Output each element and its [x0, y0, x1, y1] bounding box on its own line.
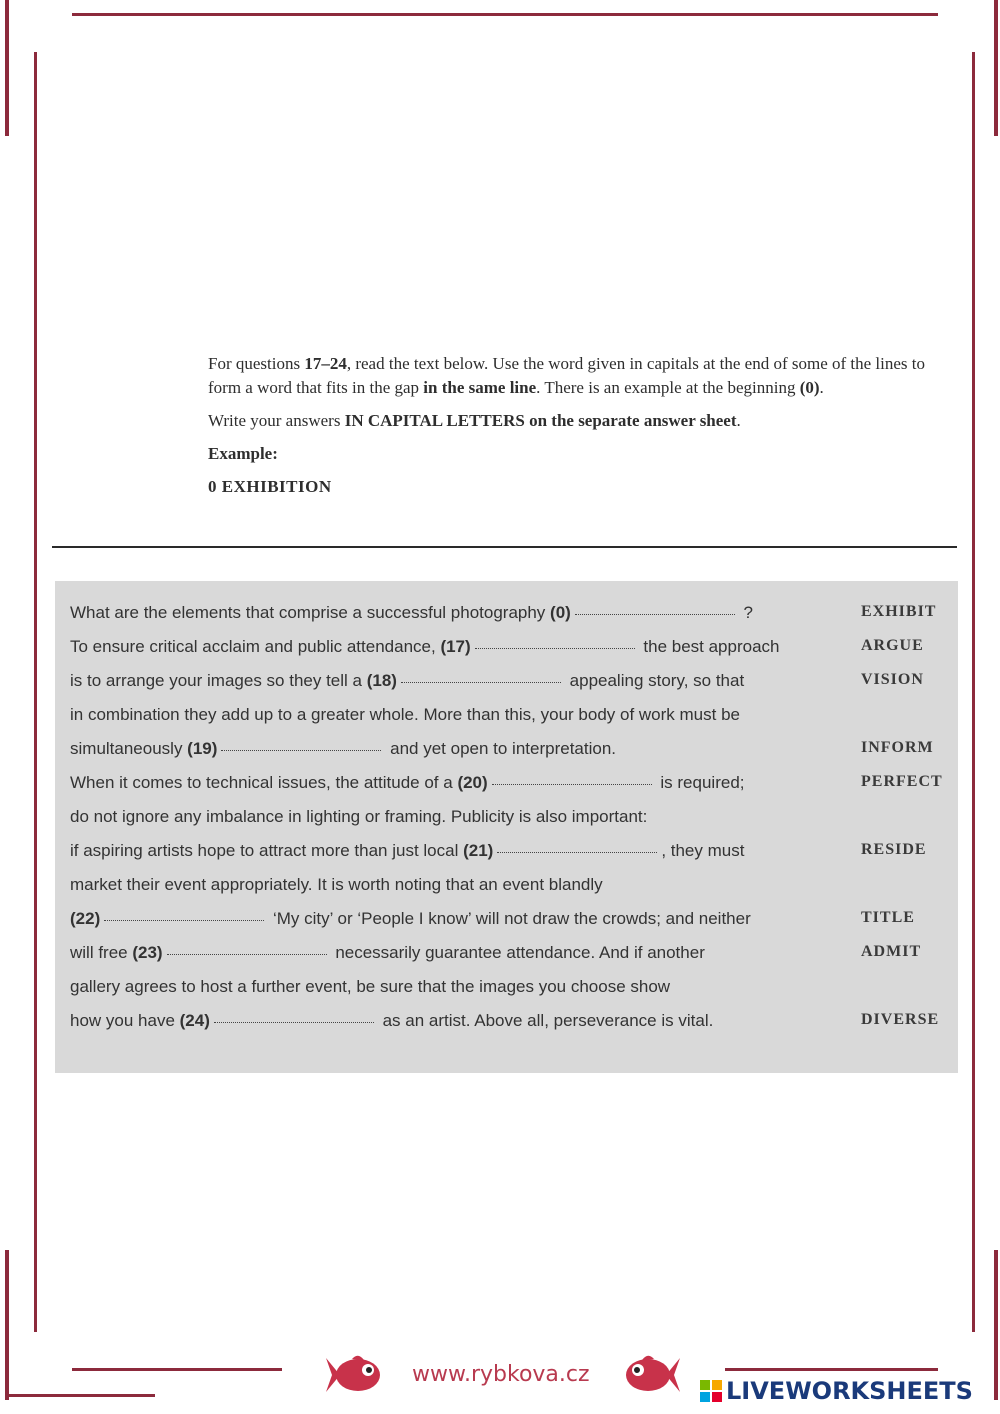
line-text — [70, 637, 780, 657]
line-text — [70, 603, 753, 623]
answer-gap[interactable] — [492, 782, 652, 785]
question-number: (23) — [132, 943, 163, 962]
text-line — [70, 705, 950, 733]
text-before-gap: To ensure critical acclaim and public attendance, — [70, 637, 441, 656]
text-line — [70, 671, 950, 699]
text-before-gap: simultaneously — [70, 739, 188, 758]
frame-right-top — [994, 0, 998, 136]
capital-word: PERFECT — [861, 773, 943, 790]
liveworksheets-brand[interactable] — [700, 1377, 973, 1405]
capital-word: ARGUE — [861, 637, 924, 654]
frame-right-bottom — [994, 1250, 998, 1400]
capital-word: INFORM — [861, 739, 934, 756]
liveworksheets-logo-icon — [700, 1380, 722, 1402]
answer-gap[interactable] — [401, 680, 561, 683]
text-after-gap: as an artist. Above all, perseverance is vital. — [377, 1011, 714, 1030]
text-before-gap: gallery agrees to host a further event, be sure that the images you choose show — [70, 977, 671, 996]
line-text — [70, 943, 705, 963]
text-after-gap: ? — [738, 603, 753, 622]
line-text — [70, 671, 744, 691]
text-line — [70, 977, 950, 1005]
text-after-gap: the best approach — [638, 637, 780, 656]
text-line — [70, 807, 950, 835]
frame-right-inner — [972, 52, 975, 1332]
text-before-gap: do not ignore any imbalance in lighting or framing. Publicity is also important: — [70, 807, 648, 826]
fish-logo-left-icon — [322, 1350, 384, 1400]
capital-word: EXHIBIT — [861, 603, 937, 620]
line-text — [70, 739, 616, 759]
section-divider — [52, 546, 957, 548]
answer-gap[interactable] — [475, 646, 635, 649]
text-line — [70, 603, 950, 631]
text-after-gap: necessarily guarantee attendance. And if another — [330, 943, 705, 962]
text-before-gap: When it comes to technical issues, the attitude of a — [70, 773, 458, 792]
text-before-gap: market their event appropriately. It is worth noting that an event blandly — [70, 875, 603, 894]
text-after-gap: , they must — [661, 841, 745, 860]
line-text — [70, 909, 751, 929]
example-answer: 0 EXHIBITION — [208, 477, 332, 496]
frame-bottom-right-line — [725, 1368, 938, 1371]
capital-word: VISION — [861, 671, 924, 688]
question-number: (22) — [70, 909, 101, 928]
instructions-paragraph: For questions 17–24, read the text below. Use the word given in capitals at the end of some of the lines to form a word that fits in the gap in the same line. There is an example at the beginning (0). — [208, 354, 925, 397]
text-line — [70, 841, 950, 869]
capital-word: RESIDE — [861, 841, 927, 858]
line-text — [70, 705, 740, 725]
text-before-gap: in combination they add up to a greater whole. More than this, your body of work must be — [70, 705, 740, 724]
question-number: (24) — [179, 1011, 210, 1030]
capital-word: DIVERSE — [861, 1011, 940, 1028]
text-after-gap: ‘My city’ or ‘People I know’ will not draw the crowds; and neither — [268, 909, 751, 928]
line-text — [70, 977, 670, 997]
frame-bottom-left-line2 — [5, 1394, 155, 1397]
question-number: (21) — [463, 841, 494, 860]
text-line — [70, 943, 950, 971]
question-number: (0) — [550, 603, 571, 622]
text-before-gap: if aspiring artists hope to attract more than just local — [70, 841, 464, 860]
fish-logo-right-icon — [622, 1350, 684, 1400]
answer-gap[interactable] — [221, 748, 381, 751]
question-number: (19) — [187, 739, 218, 758]
liveworksheets-text: LIVEWORKSHEETS — [726, 1377, 973, 1405]
exercise-text-box — [55, 581, 958, 1073]
question-number: (17) — [440, 637, 471, 656]
answer-gap[interactable] — [104, 918, 264, 921]
frame-left-top — [5, 0, 9, 136]
answer-gap[interactable] — [167, 952, 327, 955]
frame-left-bottom — [5, 1250, 9, 1400]
text-before-gap: how you have — [70, 1011, 180, 1030]
text-line — [70, 909, 950, 937]
frame-left-inner — [34, 52, 37, 1332]
capital-word: TITLE — [861, 909, 915, 926]
text-before-gap: is to arrange your images so they tell a — [70, 671, 367, 690]
text-line — [70, 739, 950, 767]
question-number: (18) — [366, 671, 397, 690]
footer-url-link[interactable]: www.rybkova.cz — [412, 1362, 590, 1387]
instructions — [208, 352, 958, 508]
text-line — [70, 773, 950, 801]
line-text — [70, 1011, 713, 1031]
line-text — [70, 875, 603, 895]
text-line — [70, 875, 950, 903]
answer-instructions: Write your answers IN CAPITAL LETTERS on the separate answer sheet. — [208, 411, 741, 430]
text-line — [70, 1011, 950, 1039]
capital-word: ADMIT — [861, 943, 922, 960]
answer-gap[interactable] — [214, 1020, 374, 1023]
answer-gap[interactable] — [497, 850, 657, 853]
line-text — [70, 807, 647, 827]
text-after-gap: and yet open to interpretation. — [385, 739, 617, 758]
example-label: Example: — [208, 444, 278, 463]
line-text — [70, 773, 745, 793]
frame-top-line — [72, 13, 938, 16]
text-before-gap: will free — [70, 943, 133, 962]
answer-gap[interactable] — [575, 612, 735, 615]
text-line — [70, 637, 950, 665]
text-after-gap: is required; — [655, 773, 745, 792]
question-number: (20) — [457, 773, 488, 792]
text-before-gap: What are the elements that comprise a successful photography — [70, 603, 551, 622]
line-text — [70, 841, 744, 861]
text-after-gap: appealing story, so that — [564, 671, 745, 690]
frame-bottom-left-line — [72, 1368, 282, 1371]
